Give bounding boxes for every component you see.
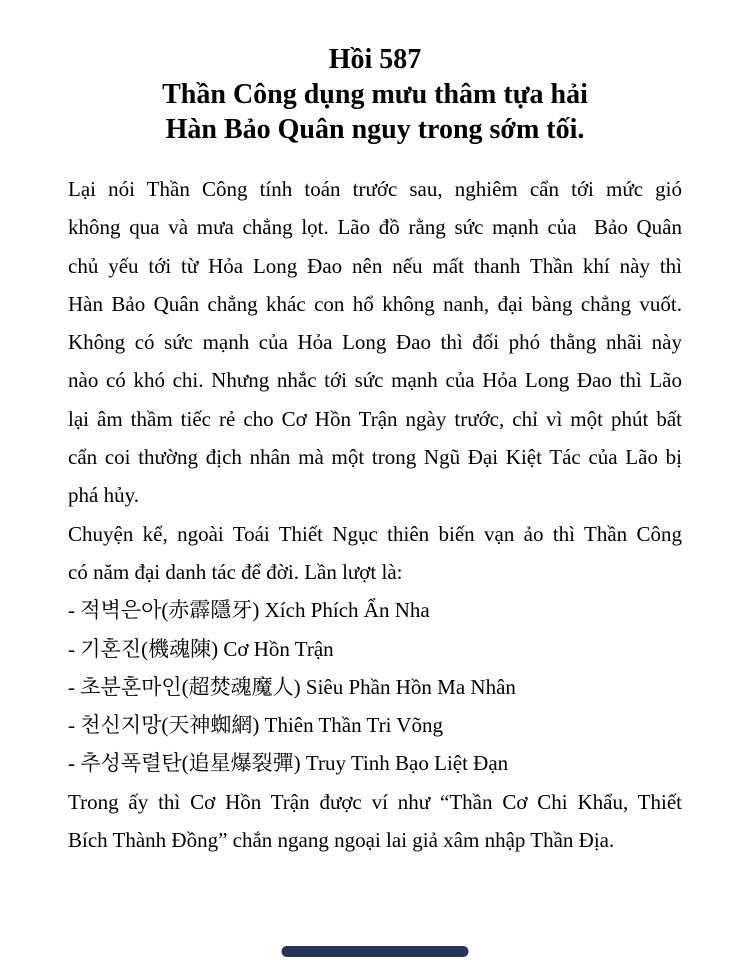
chapter-title-line-2: Hàn Bảo Quân nguy trong sớm tối. (165, 114, 585, 145)
text-line: cẩn coi thường địch nhân mà một trong Ngũ Đại Kiệt Tác của Lão bị (68, 445, 682, 470)
paragraph-2 (68, 515, 682, 592)
text-line: Không có sức mạnh của Hỏa Long Đao thì đối phó thằng nhãi này (68, 330, 682, 355)
chapter-title-line-1: Thần Công dụng mưu thâm tựa hải (162, 79, 588, 110)
list-item: - 초분혼마인(超焚魂魔人) Siêu Phần Hồn Ma Nhân (68, 674, 516, 699)
text-line: Hàn Bảo Quân chẳng khác con hổ không nanh, đại bàng chẳng vuốt. (68, 291, 682, 316)
text-line: có năm đại danh tác để đời. Lần lượt là: (68, 559, 403, 584)
text-line: Lại nói Thần Công tính toán trước sau, nghiêm cẩn tới mức gió (68, 177, 682, 201)
named-works-list (68, 591, 682, 782)
text-line: Bích Thành Đồng” chắn ngang ngoại lai giả xâm nhập Thần Địa. (68, 828, 615, 853)
home-indicator-bar[interactable] (282, 946, 469, 957)
paragraph-1 (68, 170, 682, 515)
text-line: chủ yếu tới từ Hỏa Long Đao nên nếu mất thanh Thần khí này thì (68, 253, 682, 278)
list-item: - 적벽은아(赤霹隱牙) Xích Phích Ẩn Nha (68, 598, 430, 623)
text-line: Chuyện kể, ngoài Toái Thiết Ngục thiên biến vạn ảo thì Thần Công (68, 521, 682, 546)
text-line: phá hủy. (68, 483, 139, 508)
list-item: - 추성폭렬탄(追星爆裂彈) Truy Tinh Bạo Liệt Đạn (68, 751, 509, 776)
chapter-heading (68, 42, 682, 147)
text-line: nào có khó chi. Nhưng nhắc tới sức mạnh của Hỏa Long Đao thì Lão (68, 368, 682, 393)
text-line: lại âm thầm tiếc rẻ cho Cơ Hồn Trận ngày trước, chỉ vì một phút bất (68, 406, 682, 431)
paragraph-3 (68, 783, 682, 860)
chapter-number: Hồi 587 (328, 44, 422, 75)
body-text (68, 170, 682, 859)
text-line: Trong ấy thì Cơ Hồn Trận được ví như “Thần Cơ Chi Khẩu, Thiết (68, 789, 682, 814)
list-item: - 천신지망(天神蜘網) Thiên Thần Tri Võng (68, 713, 443, 738)
list-item: - 기혼진(機魂陳) Cơ Hồn Trận (68, 636, 334, 661)
text-line: không qua và mưa chẳng lọt. Lão đồ rằng sức mạnh của Bảo Quân (68, 215, 682, 240)
